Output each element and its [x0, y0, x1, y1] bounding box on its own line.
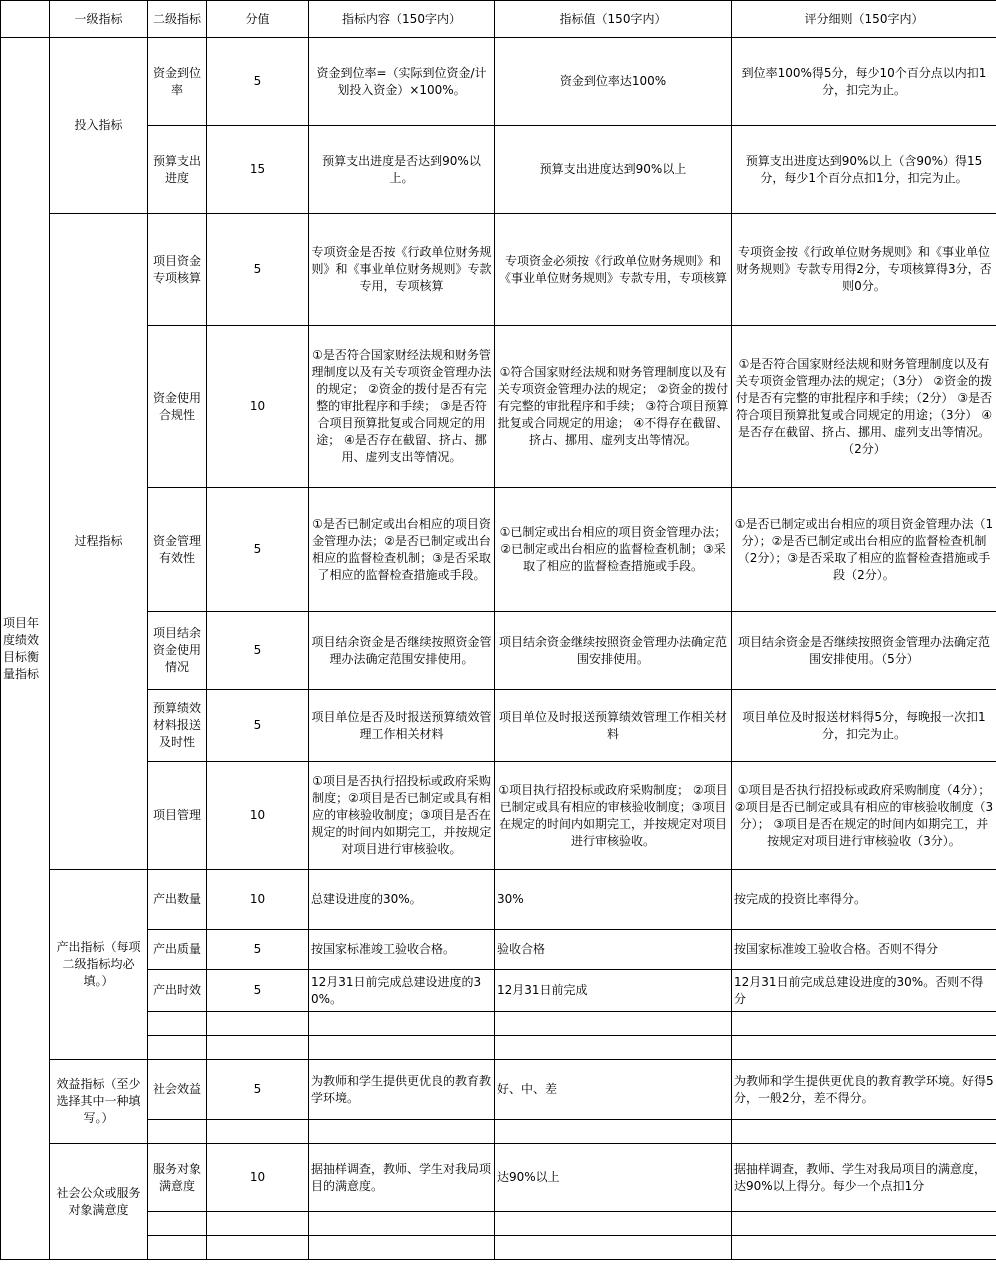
sub-indicator-cell: 预算支出进度	[148, 126, 207, 214]
empty-row	[1, 1120, 996, 1144]
rule-cell: 为教师和学生提供更优良的教育教学环境。好得5分，一般2分，差不得分。	[732, 1060, 996, 1120]
content-cell: 按国家标准竣工验收合格。	[309, 930, 495, 970]
header-cell: 一级指标	[50, 1, 148, 38]
content-cell: ①是否已制定或出台相应的项目资金管理办法；②是否已制定或出台相应的监督检查机制；③是否采取了相应的监督检查措施或手段。	[309, 488, 495, 612]
rule-cell: 项目单位及时报送材料得5分，每晚报一次扣1分，扣完为止。	[732, 690, 996, 762]
content-cell: 专项资金是否按《行政单位财务规则》和《事业单位财务规则》专款专用，专项核算	[309, 214, 495, 326]
table-row	[1, 1144, 996, 1212]
value-cell: 专项资金必须按《行政单位财务规则》和《事业单位财务规则》专款专用，专项核算	[495, 214, 732, 326]
header-cell: 分值	[207, 1, 309, 38]
value-cell: 30%	[495, 870, 732, 930]
value-cell: 达90%以上	[495, 1144, 732, 1212]
empty-row	[1, 1236, 996, 1260]
score-cell: 5	[207, 1060, 309, 1120]
rule-cell: ①项目是否执行招投标或政府采购制度（4分）；②项目是否已制定或具有相应的审核验收制度（3分）； ③项目是否在规定的时间内如期完工，并按规定对项目进行审核验收（3分）。	[732, 762, 996, 870]
score-cell: 5	[207, 970, 309, 1012]
value-cell: 项目结余资金继续按照资金管理办法确定范围安排使用。	[495, 612, 732, 690]
content-cell: 资金到位率=（实际到位资金/计划投入资金）×100%。	[309, 38, 495, 126]
sub-indicator-cell: 资金管理有效性	[148, 488, 207, 612]
value-cell: 验收合格	[495, 930, 732, 970]
header-cell: 指标值（150字内）	[495, 1, 732, 38]
empty-row	[1, 1012, 996, 1036]
table-row	[1, 970, 996, 1012]
rule-cell: 按完成的投资比率得分。	[732, 870, 996, 930]
content-cell: 为教师和学生提供更优良的教育教学环境。	[309, 1060, 495, 1120]
table-row	[1, 930, 996, 970]
rule-cell: 据抽样调查，教师、学生对我局项目的满意度，达90%以上得分。每少一个点扣1分	[732, 1144, 996, 1212]
score-cell: 5	[207, 612, 309, 690]
table-row	[1, 612, 996, 690]
category-cell: 投入指标	[50, 38, 148, 214]
rule-cell: 预算支出进度达到90%以上（含90%）得15分，每少1个百分点扣1分，扣完为止。	[732, 126, 996, 214]
category-cell: 效益指标（至少选择其中一种填写。）	[50, 1060, 148, 1144]
score-cell: 10	[207, 870, 309, 930]
table-row	[1, 762, 996, 870]
content-cell: 预算支出进度是否达到90%以上。	[309, 126, 495, 214]
content-cell: 项目结余资金是否继续按照资金管理办法确定范围安排使用。	[309, 612, 495, 690]
table-row	[1, 870, 996, 930]
sub-indicator-cell: 资金到位率	[148, 38, 207, 126]
score-cell: 5	[207, 38, 309, 126]
category-cell: 社会公众或服务对象满意度	[50, 1144, 148, 1260]
value-cell: ①项目执行招投标或政府采购制度； ②项目已制定或具有相应的审核验收制度；③项目在规定的时间内如期完工，并按规定对项目进行审核验收。	[495, 762, 732, 870]
rule-cell: 项目结余资金是否继续按照资金管理办法确定范围安排使用。（5分）	[732, 612, 996, 690]
content-cell: 总建设进度的30%。	[309, 870, 495, 930]
value-cell: ①已制定或出台相应的项目资金管理办法；②已制定或出台相应的监督检查机制；③采取了相应的监督检查措施或手段。	[495, 488, 732, 612]
table-row	[1, 1060, 996, 1120]
value-cell: 项目单位及时报送预算绩效管理工作相关材料	[495, 690, 732, 762]
header-cell: 评分细则（150字内）	[732, 1, 996, 38]
rule-cell: 专项资金按《行政单位财务规则》和《事业单位财务规则》专款专用得2分，专项核算得3分，否则0分。	[732, 214, 996, 326]
score-cell: 5	[207, 214, 309, 326]
sub-indicator-cell: 服务对象满意度	[148, 1144, 207, 1212]
category-cell: 产出指标（每项二级指标均必填。）	[50, 870, 148, 1060]
sub-indicator-cell: 产出数量	[148, 870, 207, 930]
table-row	[1, 488, 996, 612]
header-row	[1, 1, 996, 38]
empty-row	[1, 1036, 996, 1060]
score-cell: 5	[207, 488, 309, 612]
table-row	[1, 326, 996, 488]
value-cell: 12月31日前完成	[495, 970, 732, 1012]
table-row	[1, 690, 996, 762]
rule-cell: 到位率100%得5分，每少10个百分点以内扣1分，扣完为止。	[732, 38, 996, 126]
value-cell: 预算支出进度达到90%以上	[495, 126, 732, 214]
rule-cell: ①是否已制定或出台相应的项目资金管理办法（1分）；②是否已制定或出台相应的监督检查机制（2分）；③是否采取了相应的监督检查措施或手段（2分）。	[732, 488, 996, 612]
score-cell: 10	[207, 762, 309, 870]
table-row	[1, 126, 996, 214]
rule-cell: 12月31日前完成总建设进度的30%。否则不得分	[732, 970, 996, 1012]
rule-cell: 按国家标准竣工验收合格。否则不得分	[732, 930, 996, 970]
header-cell: 指标内容（150字内）	[309, 1, 495, 38]
content-cell: ①项目是否执行招投标或政府采购制度；②项目是否已制定或具有相应的审核验收制度；③项目是否在规定的时间内如期完工，并按规定对项目进行审核验收。	[309, 762, 495, 870]
content-cell: 12月31日前完成总建设进度的30%。	[309, 970, 495, 1012]
table-row	[1, 38, 996, 126]
sub-indicator-cell: 社会效益	[148, 1060, 207, 1120]
sub-indicator-cell: 预算绩效材料报送及时性	[148, 690, 207, 762]
score-cell: 15	[207, 126, 309, 214]
header-blank-cell	[1, 1, 50, 38]
score-cell: 5	[207, 690, 309, 762]
sub-indicator-cell: 项目结余资金使用情况	[148, 612, 207, 690]
empty-row	[1, 1212, 996, 1236]
content-cell: ①是否符合国家财经法规和财务管理制度以及有关专项资金管理办法的规定； ②资金的拨付是否有完整的审批程序和手续； ③是否符合项目预算批复或合同规定的用途； ④是否存在截留、挤占、挪用、虚列支出等情况。	[309, 326, 495, 488]
content-cell: 项目单位是否及时报送预算绩效管理工作相关材料	[309, 690, 495, 762]
sub-indicator-cell: 资金使用合规性	[148, 326, 207, 488]
sub-indicator-cell: 项目管理	[148, 762, 207, 870]
table-row	[1, 214, 996, 326]
score-cell: 10	[207, 1144, 309, 1212]
score-cell: 10	[207, 326, 309, 488]
content-cell: 据抽样调查，教师、学生对我局项目的满意度。	[309, 1144, 495, 1212]
group-label-cell: 项目年度绩效目标衡量指标	[1, 38, 50, 1260]
value-cell: ①符合国家财经法规和财务管理制度以及有关专项资金管理办法的规定； ②资金的拨付有完整的审批程序和手续； ③符合项目预算批复或合同规定的用途； ④不得存在截留、挤占、挪用、虚列支出等情况。	[495, 326, 732, 488]
sub-indicator-cell: 项目资金专项核算	[148, 214, 207, 326]
sub-indicator-cell: 产出时效	[148, 970, 207, 1012]
value-cell: 资金到位率达100%	[495, 38, 732, 126]
category-cell: 过程指标	[50, 214, 148, 870]
header-cell: 二级指标	[148, 1, 207, 38]
score-cell: 5	[207, 930, 309, 970]
value-cell: 好、中、差	[495, 1060, 732, 1120]
sub-indicator-cell: 产出质量	[148, 930, 207, 970]
rule-cell: ①是否符合国家财经法规和财务管理制度以及有关专项资金管理办法的规定；（3分） ②资金的拨付是否有完整的审批程序和手续；（2分） ③是否符合项目预算批复或合同规定的用途；（3分） ④是否存在截留、挤占、挪用、虚列支出等情况。（2分）	[732, 326, 996, 488]
